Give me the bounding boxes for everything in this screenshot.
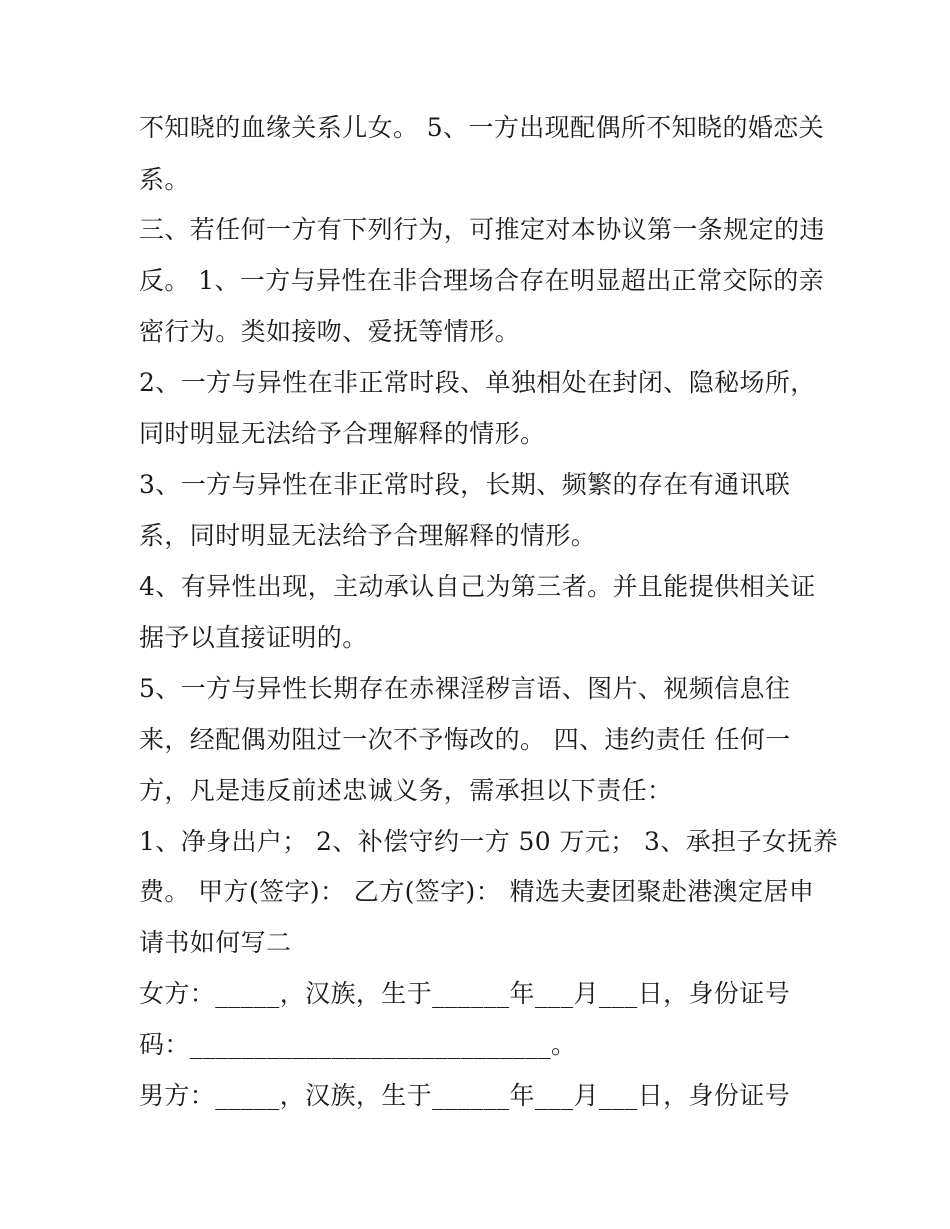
text-line-13: 来，经配偶劝阻过一次不予悔改的。 四、违约责任 任何一	[139, 725, 791, 754]
text-line-15: 1、净身出户； 2、补偿守约一方 50 万元； 3、承担子女抚养	[139, 827, 839, 856]
text-line-1: 不知晓的血缘关系儿女。 5、一方出现配偶所不知晓的婚恋关	[139, 113, 825, 142]
text-line-4: 反。 1、一方与异性在非合理场合存在明显超出正常交际的亲	[139, 266, 825, 295]
text-line-2: 系。	[139, 165, 190, 194]
text-line-5: 密行为。类如接吻、爱抚等情形。	[139, 317, 521, 346]
text-line-8: 3、一方与异性在非正常时段，长期、频繁的存在有通讯联	[139, 470, 791, 499]
text-line-16: 费。 甲方(签字)： 乙方(签字)： 精选夫妻团聚赴港澳定居申	[139, 877, 815, 906]
text-line-9: 系，同时明显无法给予合理解释的情形。	[139, 521, 597, 550]
text-line-18: 女方：_____，汉族，生于______年___月___日，身份证号	[139, 979, 791, 1008]
text-line-17: 请书如何写二	[139, 928, 292, 957]
text-line-19: 码：____________________________。	[139, 1030, 577, 1059]
text-line-14: 方，凡是违反前述忠诚义务，需承担以下责任：	[139, 776, 673, 805]
text-line-11: 据予以直接证明的。	[139, 623, 368, 652]
text-line-6: 2、一方与异性在非正常时段、单独相处在封闭、隐秘场所，	[139, 368, 816, 397]
text-line-20: 男方：_____，汉族，生于______年___月___日，身份证号	[139, 1081, 791, 1110]
text-line-10: 4、有异性出现，主动承认自己为第三者。并且能提供相关证	[139, 572, 816, 601]
text-line-3: 三、若任何一方有下列行为，可推定对本协议第一条规定的违	[139, 215, 825, 244]
text-line-7: 同时明显无法给予合理解释的情形。	[139, 419, 546, 448]
text-line-12: 5、一方与异性长期存在赤裸淫秽言语、图片、视频信息往	[139, 674, 791, 703]
